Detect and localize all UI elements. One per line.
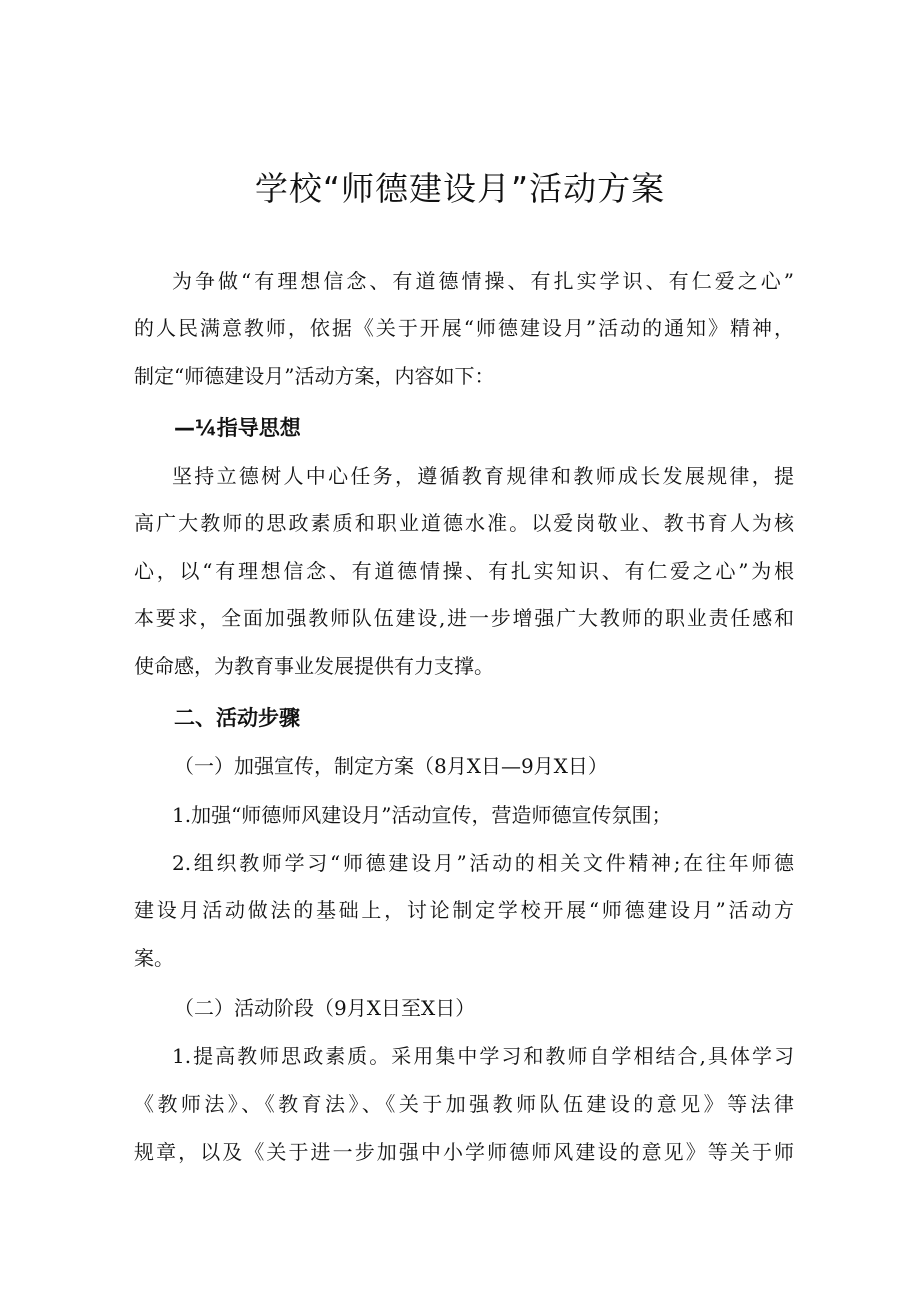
stage2-title: （二）活动阶段（9月X日至X日） [174, 996, 476, 1020]
section1-line-2: 高广大教师的思政素质和职业道德水准。以爱岗敬业、教书育人为核 [134, 511, 794, 535]
section1-line-5: 使命感，为教育事业发展提供有力支撑。 [134, 654, 494, 678]
intro-line-3: 制定“师德建设月”活动方案，内容如下： [134, 364, 495, 388]
intro-line-1: 为争做“有理想信念、有道德情操、有扎实学识、有仁爱之心” [172, 269, 794, 293]
stage2-item1-line-1: 1.提高教师思政素质。采用集中学习和教师自学相结合,具体学习 [172, 1044, 794, 1068]
stage1-title: （一）加强宣传，制定方案（8月X日—9月X日） [174, 754, 608, 778]
stage1-item2-line-3: 案。 [134, 946, 174, 970]
intro-line-2: 的人民满意教师，依据《关于开展“师德建设月”活动的通知》精神， [134, 316, 794, 340]
stage2-item1-line-3: 规章，以及《关于进一步加强中小学师德师风建设的意见》等关于师 [134, 1140, 794, 1164]
section1-line-4: 本要求，全面加强教师队伍建设,进一步增强广大教师的职业责任感和 [134, 606, 794, 630]
section1-line-1: 坚持立德树人中心任务，遵循教育规律和教师成长发展规律，提 [172, 464, 794, 488]
stage2-item1-line-2: 《教师法》、《教育法》、《关于加强教师队伍建设的意见》等法律 [134, 1092, 794, 1116]
document-title: 学校“师德建设月”活动方案 [254, 169, 666, 208]
stage1-item1: 1.加强“师德师风建设月”活动宣传，营造师德宣传氛围； [172, 803, 672, 827]
section2-heading: 二、活动步骤 [174, 706, 300, 730]
stage1-item2-line-2: 建设月活动做法的基础上，讨论制定学校开展“师德建设月”活动方 [134, 898, 794, 922]
section1-heading: —¼指导思想 [174, 416, 301, 440]
stage1-item2-line-1: 2.组织教师学习“师德建设月”活动的相关文件精神;在往年师德 [172, 851, 794, 875]
section1-line-3: 心，以“有理想信念、有道德情操、有扎实知识、有仁爱之心”为根 [134, 559, 794, 583]
